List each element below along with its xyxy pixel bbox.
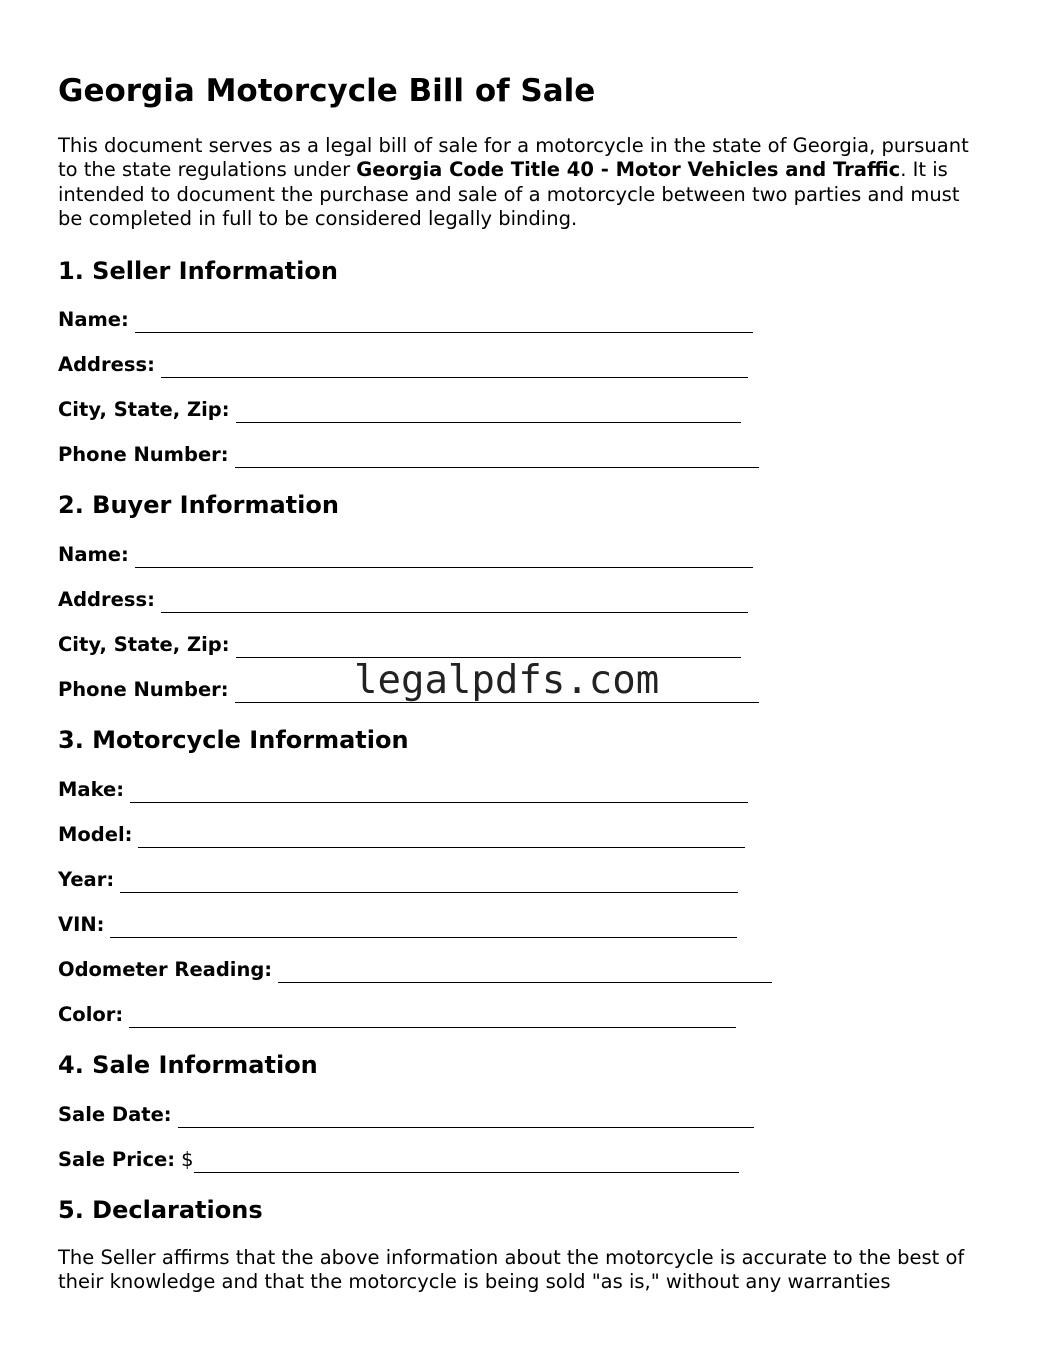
sale-price-field — [58, 1147, 739, 1173]
intro-paragraph — [58, 134, 988, 231]
seller-heading: 1. Seller Information — [58, 257, 338, 285]
sale-price-blank[interactable] — [194, 1152, 739, 1173]
make-label: Make: — [58, 778, 125, 801]
sale-heading: 4. Sale Information — [58, 1051, 318, 1079]
seller-name-label: Name: — [58, 308, 129, 331]
buyer-city-label: City, State, Zip: — [58, 633, 230, 656]
color-blank[interactable] — [129, 1007, 736, 1028]
sale-date-label: Sale Date: — [58, 1103, 172, 1126]
buyer-city-field — [58, 632, 741, 658]
seller-address-label: Address: — [58, 353, 155, 376]
seller-city-label: City, State, Zip: — [58, 398, 230, 421]
buyer-name-label: Name: — [58, 543, 129, 566]
buyer-phone-label: Phone Number: — [58, 678, 229, 701]
seller-city-field — [58, 397, 741, 423]
buyer-name-blank[interactable] — [135, 547, 753, 568]
buyer-name-field — [58, 542, 753, 568]
odometer-label: Odometer Reading: — [58, 958, 273, 981]
vin-blank[interactable] — [110, 917, 737, 938]
color-label: Color: — [58, 1003, 124, 1026]
seller-name-field — [58, 307, 753, 333]
odometer-field — [58, 957, 772, 983]
buyer-address-blank[interactable] — [161, 592, 748, 613]
intro-text-2: . It is intended to document the purchase and sale of a motorcycle between two parties and must be completed in full to be considered legally binding. — [58, 158, 960, 230]
intro-code-reference: Georgia Code Title 40 - Motor Vehicles and Traffic — [356, 158, 901, 182]
odometer-blank[interactable] — [278, 962, 772, 983]
sale-date-field — [58, 1102, 754, 1128]
buyer-address-field — [58, 587, 748, 613]
seller-address-field — [58, 352, 748, 378]
document-title: Georgia Motorcycle Bill of Sale — [58, 73, 596, 109]
seller-name-blank[interactable] — [135, 312, 753, 333]
buyer-address-label: Address: — [58, 588, 155, 611]
model-blank[interactable] — [138, 827, 745, 848]
declarations-heading: 5. Declarations — [58, 1196, 263, 1224]
model-label: Model: — [58, 823, 133, 846]
seller-phone-blank[interactable] — [235, 447, 759, 468]
make-field — [58, 777, 748, 803]
currency-symbol: $ — [181, 1148, 194, 1171]
seller-address-blank[interactable] — [161, 357, 748, 378]
year-label: Year: — [58, 868, 115, 891]
vin-label: VIN: — [58, 913, 105, 936]
buyer-city-blank[interactable] — [236, 637, 741, 658]
motorcycle-heading: 3. Motorcycle Information — [58, 726, 409, 754]
seller-phone-label: Phone Number: — [58, 443, 229, 466]
declarations-text: The Seller affirms that the above information about the motorcycle is accurate to the best of their knowledge and that the motorcycle is being sold "as is," without any warranties — [58, 1246, 965, 1294]
vin-field — [58, 912, 737, 938]
color-field — [58, 1002, 736, 1028]
year-blank[interactable] — [120, 872, 738, 893]
watermark: legalpdfs.com — [354, 658, 660, 703]
model-field — [58, 822, 745, 848]
sale-date-blank[interactable] — [178, 1107, 754, 1128]
intro-text-1: This document serves as a legal bill of sale for a motorcycle in the state of Georgia, pursuant to the state regulations under — [58, 134, 969, 182]
seller-city-blank[interactable] — [236, 402, 741, 423]
sale-price-label: Sale Price: — [58, 1148, 176, 1171]
seller-phone-field — [58, 442, 759, 468]
buyer-heading: 2. Buyer Information — [58, 491, 339, 519]
year-field — [58, 867, 738, 893]
make-blank[interactable] — [130, 782, 748, 803]
